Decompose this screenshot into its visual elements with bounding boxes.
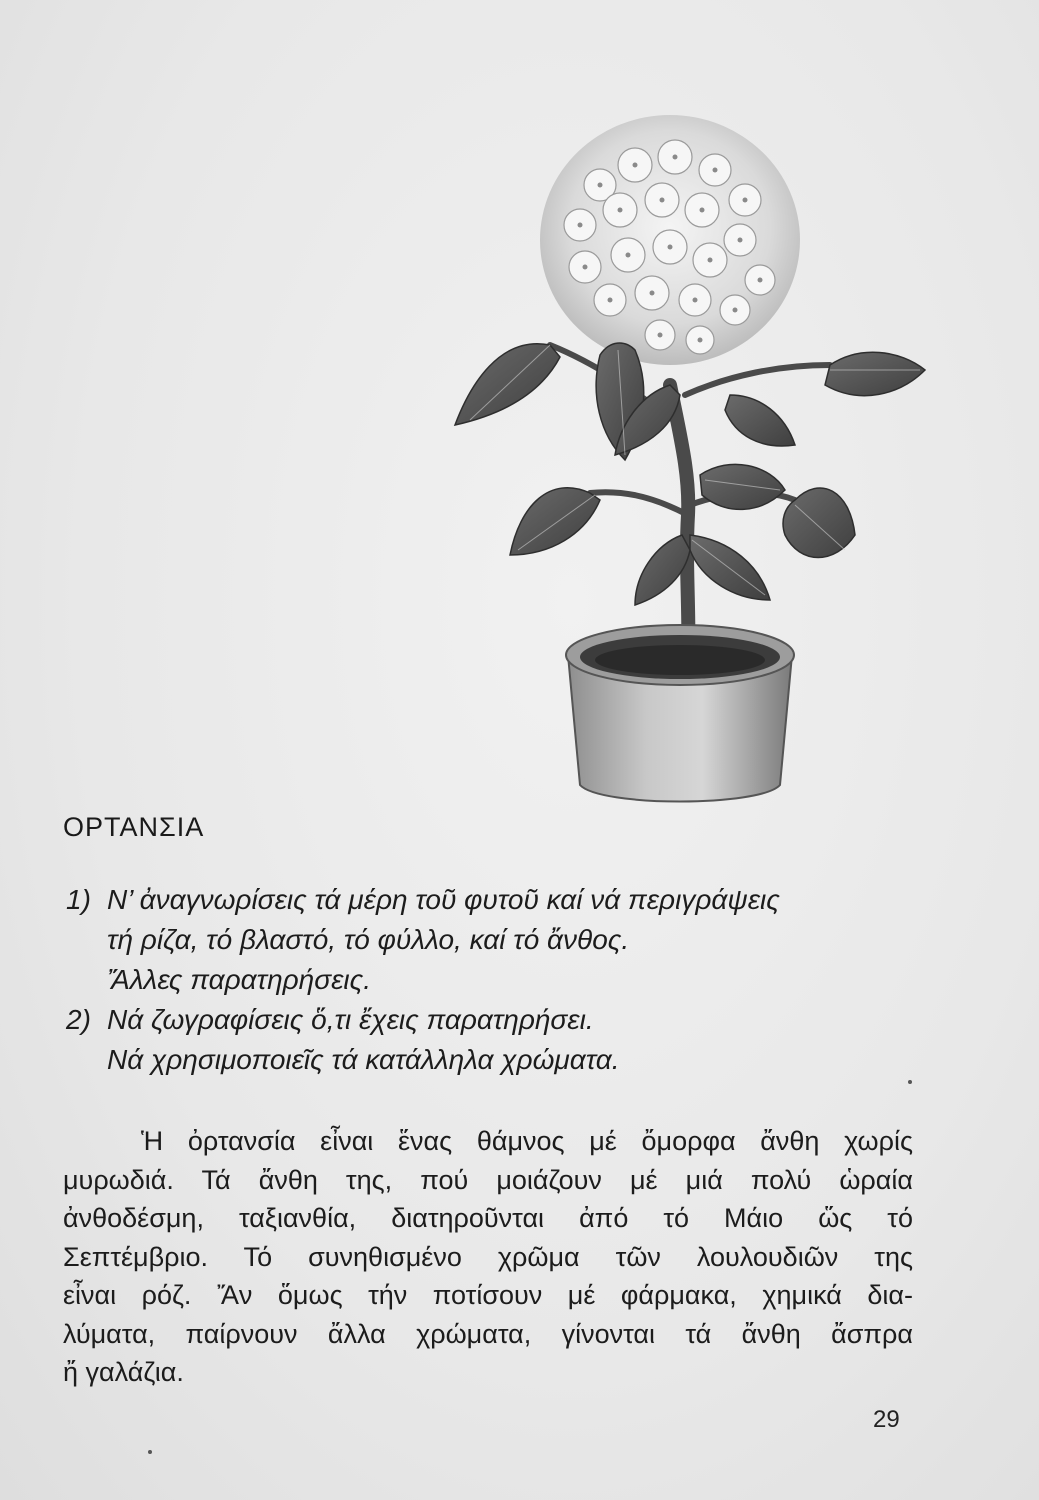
task-number: 2) bbox=[66, 1004, 91, 1035]
task-line bbox=[66, 960, 966, 1000]
paragraph-line: ἤ γαλάζια. bbox=[63, 1357, 184, 1387]
task-text: Ἄλλες παρατηρήσεις. bbox=[107, 964, 372, 995]
print-speck bbox=[148, 1450, 152, 1454]
paragraph-line: λύματα, παίρνουν ἄλλα χρώματα, γίνονται τά ἄνθη ἄσπρα bbox=[63, 1318, 913, 1349]
task-line bbox=[66, 1000, 966, 1040]
task-number: 1) bbox=[66, 884, 91, 915]
hydrangea-illustration bbox=[440, 95, 940, 810]
task-text: Νά χρησιμοποιεῖς τά κατάλληλα χρώματα. bbox=[107, 1044, 620, 1075]
flower-head bbox=[540, 115, 800, 365]
page-number: 29 bbox=[873, 1406, 900, 1433]
task-text: Νά ζωγραφίσεις ὅ,τι ἔχεις παρατηρήσει. bbox=[107, 1004, 594, 1035]
task-line bbox=[66, 1040, 966, 1080]
paragraph-line: Σεπτέμβριο. Τό συνηθισμένο χρῶμα τῶν λουλουδιῶν της bbox=[63, 1241, 913, 1272]
body-paragraph bbox=[63, 1122, 913, 1392]
task-line bbox=[66, 920, 966, 960]
page-title: ΟΡΤΑΝΣΙΑ bbox=[63, 812, 205, 842]
paragraph-line: εἶναι ρόζ. Ἄν ὅμως τήν ποτίσουν μέ φάρμακα, χημικά δια- bbox=[63, 1280, 913, 1310]
task-text: τή ρίζα, τό βλαστό, τό φύλλο, καί τό ἄνθος. bbox=[107, 924, 630, 955]
flower-pot bbox=[566, 625, 794, 802]
task-text: Ν’ ἀναγνωρίσεις τά μέρη τοῦ φυτοῦ καί νά περιγράψεις bbox=[107, 884, 780, 915]
paragraph-line: ἀνθοδέσμη, ταξιανθία, διατηροῦνται ἀπό τό Μάιο ὥς τό bbox=[63, 1203, 913, 1233]
print-speck bbox=[908, 1080, 912, 1084]
paragraph-line: Ἡ ὀρτανσία εἶναι ἕνας θάμνος μέ ὄμορφα ἄνθη χωρίς bbox=[141, 1126, 913, 1156]
task-line bbox=[66, 880, 966, 920]
task-list bbox=[66, 880, 966, 1080]
paragraph-line: μυρωδιά. Τά ἄνθη της, πού μοιάζουν μέ μιά πολύ ὡραία bbox=[63, 1164, 913, 1195]
